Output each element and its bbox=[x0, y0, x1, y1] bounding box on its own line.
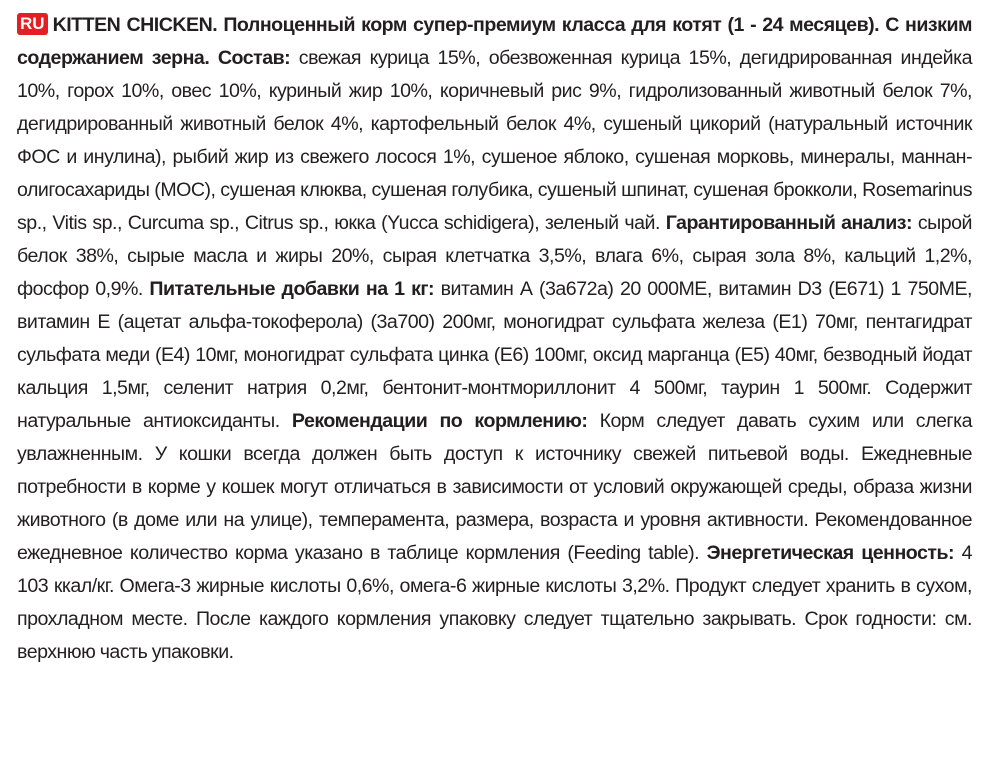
additives-heading: Питательные добавки на 1 кг: bbox=[149, 278, 435, 300]
additives-text: витамин А (3а672а) 20 000МЕ, витамин D3 (Е671) 1 750МЕ, витамин Е (ацетат альфа-токоферола) (3а700) 200мг, моногидрат сульфата железа (Е1) 70мг, пентагидрат сульфата меди (Е4) 10мг, моногидрат сульфата цинка (Е6) 100мг, оксид марганца (Е5) 40мг, безводный йодат кальция 1,5мг, селенит натрия 0,2мг, бентонит-монтмориллонит 4 500мг, таурин 1 500мг. Содержит натуральные антиоксиданты. bbox=[17, 278, 973, 432]
composition-heading: Состав: bbox=[217, 47, 291, 69]
product-description: Полноценный корм супер-премиум класса для котят (1 - 24 месяцев). bbox=[223, 14, 880, 36]
composition-text: свежая курица 15%, обезвоженная курица 15%, дегидрированная индейка 10%, горох 10%, овес 10%, куриный жир 10%, коричневый рис 9%, гидролизованный животный белок 7%, дегидрированный животный белок 4%, картофельный белок 4%, сушеный цикорий (натуральный источник ФОС и инулина), рыбий жир из свежего лосося 1%, сушеное яблоко, сушеная морковь, минералы, маннан-олигосахариды (МОС), сушеная клюква, сушеная голубика, сушеный шпинат, сушеная брокколи, Rosemarinus sp., Vitis sp., Curcuma sp., Citrus sp., юкка (Yucca schidigera), зеленый чай. bbox=[17, 47, 972, 234]
analysis-text: сырой белок 38%, сырые масла и жиры 20%, сырая клетчатка 3,5%, влага 6%, сырая зола 8%, кальций 1,2%, фосфор 0,9%. bbox=[17, 212, 972, 300]
energy-heading: Энергетическая ценность: bbox=[706, 542, 955, 564]
analysis-heading: Гарантированный анализ: bbox=[665, 212, 913, 234]
product-name: KITTEN CHICKEN. bbox=[52, 14, 218, 36]
energy-text: 4 103 ккал/кг. Омега-3 жирные кислоты 0,6%, омега-6 жирные кислоты 3,2%. Продукт следует хранить в сухом, прохладном месте. После каждого кормления упаковку следует тщательно закрывать. Срок годности: см. верхнюю часть упаковки. bbox=[17, 542, 972, 663]
grain-note: С низким содержанием зерна. bbox=[17, 14, 972, 69]
feeding-text: Корм следует давать сухим или слегка увлажненным. У кошки всегда должен быть доступ к источнику свежей питьевой воды. Ежедневные потребности в корме у кошек могут отличаться в зависимости от условий окружающей среды, образа жизни животного (в доме или на улице), темперамента, размера, возраста и уровня активности. Рекомендованное ежедневное количество корма указано в таблице кормления (Feeding table). bbox=[17, 410, 972, 564]
language-badge: RU bbox=[17, 13, 48, 35]
label-text-block bbox=[17, 9, 972, 669]
feeding-heading: Рекомендации по кормлению: bbox=[291, 410, 588, 432]
